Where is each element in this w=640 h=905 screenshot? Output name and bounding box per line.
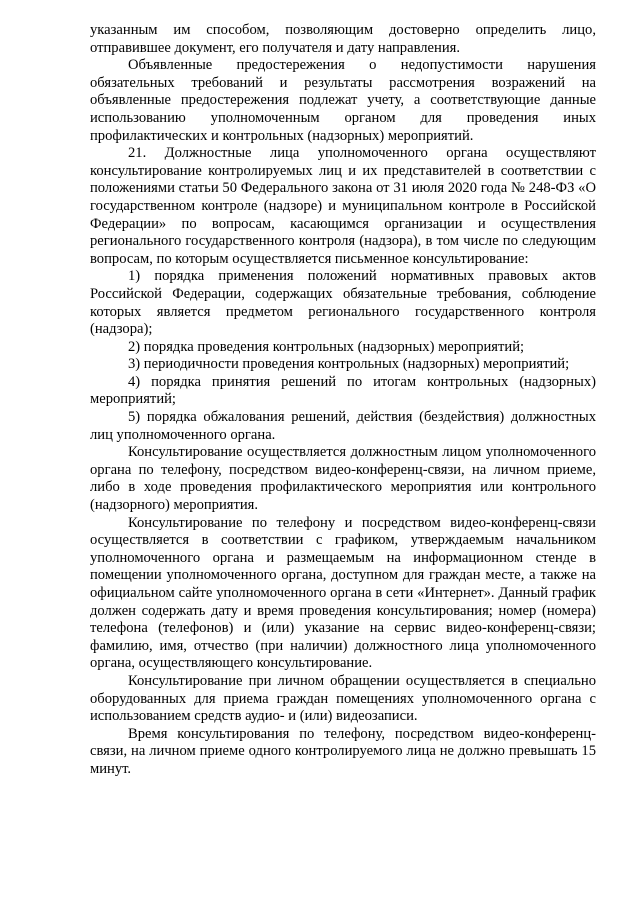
paragraph-consulting-schedule: Консультирование по телефону и посредством видео-конференц-связи осуществляется в соответствии с графиком, утверждаемым начальником уполномоченного органа и размещаемым на информационном стенде в помещении уполномоченного органа, доступном для граждан месте, а также на официальном сайте уполномоченного органа в сети «Интернет». Данный график должен содержать дату и время проведения консультирования; номер (номера) телефона (телефонов) и (или) указание на сервис видео-конференц-связи; фамилию, имя, отчество (при наличии) должностного лица уполномоченного органа, осуществляющего консультирование.: [90, 514, 596, 672]
list-item-4: 4) порядка принятия решений по итогам контрольных (надзорных) мероприятий;: [90, 373, 596, 408]
paragraph-continuation: указанным им способом, позволяющим достоверно определить лицо, отправившее документ, его получателя и дату направления.: [90, 22, 596, 56]
paragraph-warnings: Объявленные предостережения о недопустимости нарушения обязательных требований и результаты рассмотрения возражений на объявленные предостережения подлежат учету, а соответствующие данные использованию уполномоченным органом для проведения иных профилактических и контрольных (надзорных) мероприятий.: [90, 57, 596, 144]
paragraph-item-21: 21. Должностные лица уполномоченного органа осуществляют консультирование контролируемых лиц и их представителей в соответствии с положениями статьи 50 Федерального закона от 31 июля 2020 года № 248-ФЗ «О государственном контроле (надзоре) и муниципальном контроле в Российской Федерации» по вопросам, касающимся организации и осуществления регионального государственного контроля (надзора), в том числе по следующим вопросам, по которым осуществляется письменное консультирование:: [90, 145, 596, 267]
list-item-3: 3) периодичности проведения контрольных (надзорных) мероприятий;: [128, 356, 570, 373]
paragraph-time-limit: Время консультирования по телефону, посредством видео-конференц-связи, на личном приеме одного контролируемого лица не должно превышать 15 минут.: [90, 725, 596, 777]
paragraph-personal-visit: Консультирование при личном обращении осуществляется в специально оборудованных для приема граждан помещениях уполномоченного органа с использованием средств аудио- и (или) видеозаписи.: [90, 672, 596, 725]
list-item-2: 2) порядка проведения контрольных (надзорных) мероприятий;: [128, 338, 525, 355]
document-page: [90, 22, 596, 779]
list-item-5: 5) порядка обжалования решений, действия (бездействия) должностных лиц уполномоченного органа.: [90, 409, 596, 443]
paragraph-consulting-methods: Консультирование осуществляется должностным лицом уполномоченного органа по телефону, посредством видео-конференц-связи, на личном приеме, либо в ходе проведения профилактического мероприятия или контрольного (надзорного) мероприятия.: [90, 444, 596, 514]
list-item-1: 1) порядка применения положений нормативных правовых актов Российской Федерации, содержащих обязательные требования, соблюдение которых является предметом регионального государственного контроля (надзора);: [90, 268, 596, 338]
